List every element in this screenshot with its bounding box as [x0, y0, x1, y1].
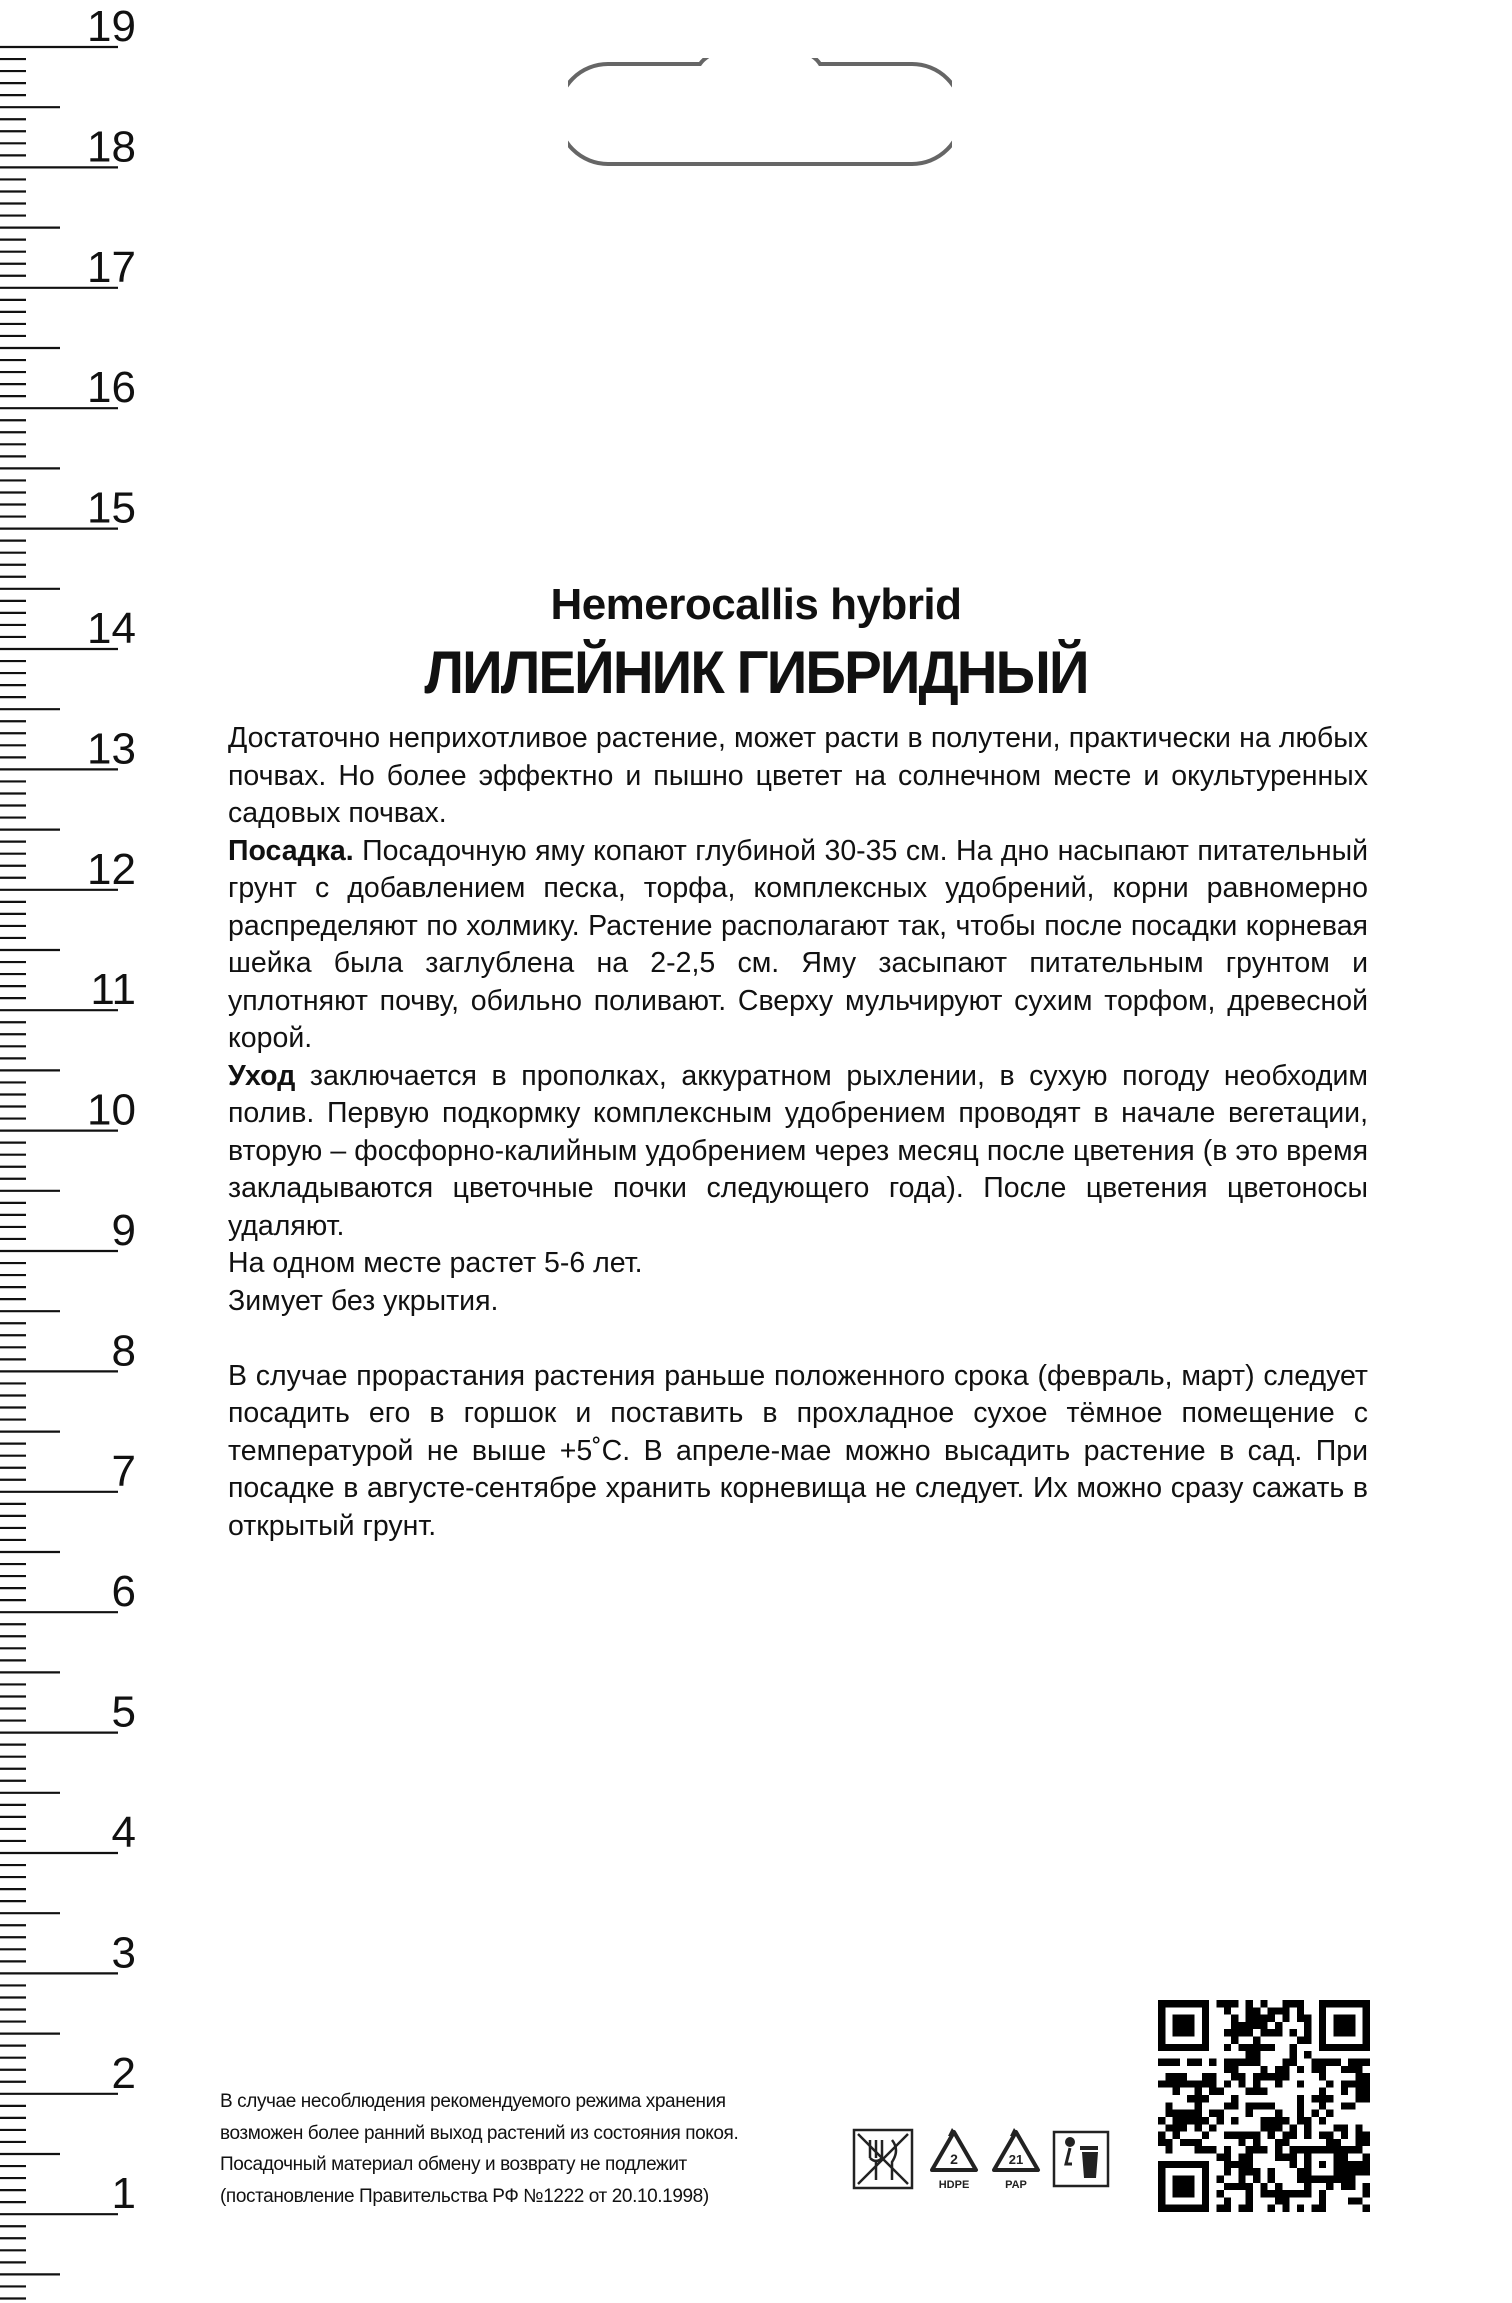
paragraph-gap [228, 1320, 1368, 1358]
storage-paragraph: В случае прорастания растения раньше положенного срока (февраль, март) следует посадить его в горшок и поставить в прохладное сухое тёмное помещение с температурой не выше +5˚С. В апреле-мае можно высадить растение в сад. При посадке в августе-сентябре хранить корневища не следует. Их можно сразу сажать в открытый грунт. [228, 1359, 1368, 1542]
ruler-label: 12 [87, 844, 136, 894]
recycle-pap-icon [994, 2128, 1038, 2191]
ruler-label: 7 [111, 1446, 136, 1496]
planting-label: Посадка. [228, 834, 354, 867]
hanger-hole-outline [568, 58, 952, 170]
ruler-label: 15 [87, 483, 136, 533]
ruler-label: 10 [87, 1085, 136, 1135]
ruler-label: 16 [87, 363, 136, 413]
ruler-label: 13 [87, 724, 136, 774]
russian-name: ЛИЛЕЙНИК ГИБРИДНЫЙ [424, 639, 1088, 706]
recycle-hdpe-icon [932, 2128, 976, 2191]
description [228, 720, 1368, 1545]
care-label: Уход [228, 1059, 296, 1092]
ruler-label: 17 [87, 242, 136, 292]
ruler-label: 4 [111, 1808, 136, 1857]
pap-label: PAP [1005, 2179, 1027, 2191]
ruler-label: 19 [87, 2, 136, 51]
ruler-label: 3 [111, 1928, 136, 1978]
hdpe-number: 2 [950, 2151, 958, 2167]
latin-name: Hemerocallis hybrid [550, 580, 962, 629]
ruler-label: 9 [111, 1206, 136, 1255]
hdpe-label: HDPE [938, 2179, 970, 2191]
footer-line: В случае несоблюдения рекомендуемого режима хранения [220, 2091, 726, 2112]
lifespan-line: На одном месте растет 5-6 лет. [228, 1247, 643, 1279]
planting-text: Посадочную яму копают глубиной 30-35 см. На дно насыпают питательный грунт с добавлением песка, торфа, комплексных удобрений, корни равномерно распределяют по холмику. Растение располагают так, чтобы после посадки корневая шейка была заглублена на 2-2,5 см. Яму засыпают питательным грунтом и уплотняют почву, обильно поливают. Сверху мульчируют сухим торфом, древесной корой. [228, 834, 1368, 1054]
qr-code [1158, 2000, 1370, 2212]
footer-line: (постановление Правительства РФ №1222 от 20.10.1998) [220, 2185, 709, 2207]
not-for-food-icon [854, 2130, 912, 2188]
trash-bin-icon [1054, 2132, 1108, 2186]
ruler-label: 5 [111, 1687, 136, 1737]
ruler-label: 2 [111, 2048, 136, 2098]
ruler-label: 18 [87, 122, 136, 172]
ruler-label: 6 [111, 1567, 136, 1617]
footer-notice [220, 2086, 860, 2212]
pap-number: 21 [1008, 2152, 1024, 2167]
footer-line: возможен более ранний выход растений из состояния покоя. [220, 2122, 739, 2144]
planting-paragraph [228, 833, 1368, 1058]
ruler-label: 1 [111, 2169, 136, 2219]
ruler-label: 14 [87, 604, 136, 653]
footer-line: Посадочный материал обмену и возврату не подлежит [220, 2154, 687, 2175]
winter-line: Зимует без укрытия. [228, 1284, 499, 1317]
ruler-label: 11 [90, 965, 136, 1015]
care-text: заключается в прополках, аккуратном рыхлении, в сухую погоду необходим полив. Первую подкормку комплексным удобрением проводят в начале вегетации, вторую – фосфорно-калийным удобрением через месяц после цветения (в это время закладываются цветочные почки следующего года). После цветения цветоносы удаляют. [228, 1059, 1368, 1242]
recycling-icons [852, 2120, 1112, 2200]
intro-paragraph: Достаточно неприхотливое растение, может расти в полутени, практически на любых почвах. Но более эффектно и пышно цветет на солнечном месте и окультуренных садовых почвах. [228, 722, 1368, 829]
ruler-label: 8 [111, 1326, 136, 1376]
ruler-labels [87, 2, 136, 2218]
care-paragraph [228, 1058, 1368, 1246]
centimeter-ruler [0, 0, 140, 2303]
